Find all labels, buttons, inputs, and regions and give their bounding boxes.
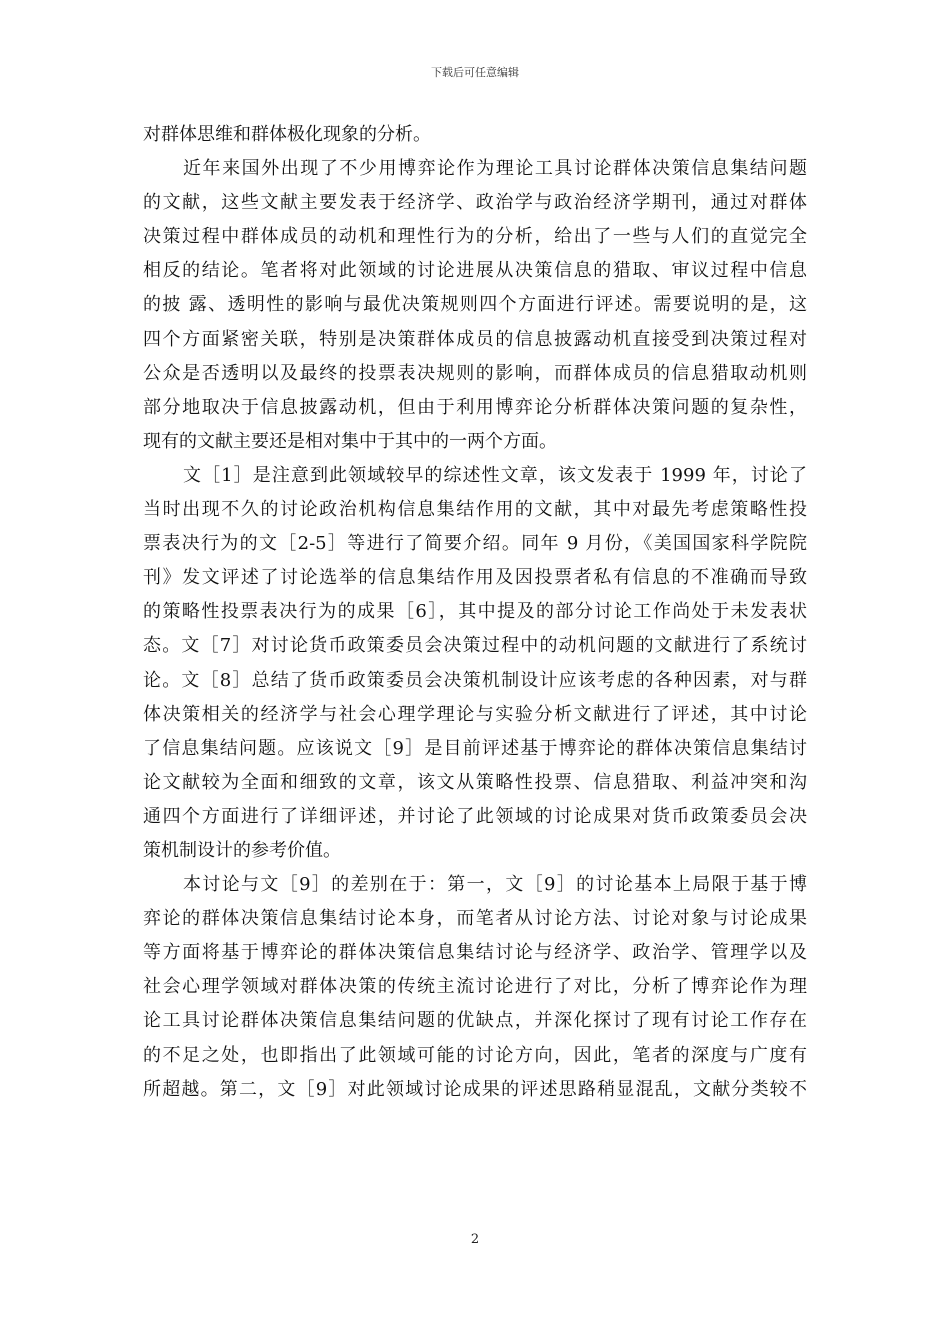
paragraph-line: 态。文［7］对讨论货币政策委员会决策过程中的动机问题的文献进行了系统讨 — [143, 635, 807, 657]
paragraph-line: 弈论的群体决策信息集结讨论本身，而笔者从讨论方法、讨论对象与讨论成果 — [143, 908, 807, 930]
paragraph-line: 部分地取决于信息披露动机，但由于利用博弈论分析群体决策问题的复杂性， — [143, 396, 807, 418]
paragraph-line: 票表决行为的文［2-5］等进行了简要介绍。同年 9 月份，《美国国家科学院院 — [143, 533, 807, 555]
paragraph-line: 所超越。第二，文［9］对此领域讨论成果的评述思路稍显混乱，文献分类较不 — [143, 1078, 807, 1100]
paragraph-line: 体决策相关的经济学与社会心理学理论与实验分析文献进行了评述，其中讨论 — [143, 703, 807, 725]
document-body — [143, 118, 807, 1107]
paragraph-line: 近年来国外出现了不少用博弈论作为理论工具讨论群体决策信息集结问题 — [183, 158, 807, 180]
paragraph-line: 的文献，这些文献主要发表于经济学、政治学与政治经济学期刊，通过对群体 — [143, 192, 807, 214]
paragraph-line: 论工具讨论群体决策信息集结问题的优缺点，并深化探讨了现有讨论工作存在 — [143, 1010, 807, 1032]
paragraph-line: 论。文［8］总结了货币政策委员会决策机制设计应该考虑的各种因素，对与群 — [143, 669, 807, 691]
paragraph-line: 现有的文献主要还是相对集中于其中的一两个方面。 — [143, 430, 557, 452]
paragraph-line: 等方面将基于博弈论的群体决策信息集结讨论与经济学、政治学、管理学以及 — [143, 942, 807, 964]
paragraph-line: 决策过程中群体成员的动机和理性行为的分析，给出了一些与人们的直觉完全 — [143, 226, 807, 248]
paragraph-line: 社会心理学领域对群体决策的传统主流讨论进行了对比，分析了博弈论作为理 — [143, 976, 807, 998]
paragraph-line: 的策略性投票表决行为的成果［6］，其中提及的部分讨论工作尚处于未发表状 — [143, 601, 807, 623]
page-number: 2 — [470, 1232, 480, 1247]
paragraph-line: 的披 露、透明性的影响与最优决策规则四个方面进行评述。需要说明的是，这 — [143, 294, 807, 316]
paragraph-line: 对群体思维和群体极化现象的分析。 — [143, 124, 431, 145]
paragraph-line: 当时出现不久的讨论政治机构信息集结作用的文献，其中对最先考虑策略性投 — [143, 499, 807, 521]
paragraph-line: 的不足之处，也即指出了此领域可能的讨论方向，因此，笔者的深度与广度有 — [143, 1044, 807, 1066]
paragraph-line: 相反的结论。笔者将对此领域的讨论进展从决策信息的猎取、审议过程中信息 — [143, 260, 807, 282]
paragraph-line: 公众是否透明以及最终的投票表决规则的影响，而群体成员的信息猎取动机则 — [143, 362, 807, 384]
paragraph-line: 通四个方面进行了详细评述，并讨论了此领域的讨论成果对货币政策委员会决 — [143, 805, 807, 827]
paragraph-line: 文［1］是注意到此领域较早的综述性文章，该文发表于 1999 年，讨论了 — [183, 464, 807, 486]
page-header: 下载后可任意编辑 — [431, 66, 519, 79]
paragraph-line: 四个方面紧密关联，特别是决策群体成员的信息披露动机直接受到决策过程对 — [143, 328, 807, 350]
paragraph-line: 论文献较为全面和细致的文章，该文从策略性投票、信息猎取、利益冲突和沟 — [143, 771, 807, 793]
paragraph-line: 策机制设计的参考价值。 — [143, 839, 341, 861]
paragraph-line: 刊》发文评述了讨论选举的信息集结作用及因投票者私有信息的不准确而导致 — [143, 567, 807, 589]
paragraph-line: 本讨论与文［9］的差别在于：第一，文［9］的讨论基本上局限于基于博 — [183, 874, 807, 896]
paragraph-line: 了信息集结问题。应该说文［9］是目前评述基于博弈论的群体决策信息集结讨 — [143, 737, 807, 759]
